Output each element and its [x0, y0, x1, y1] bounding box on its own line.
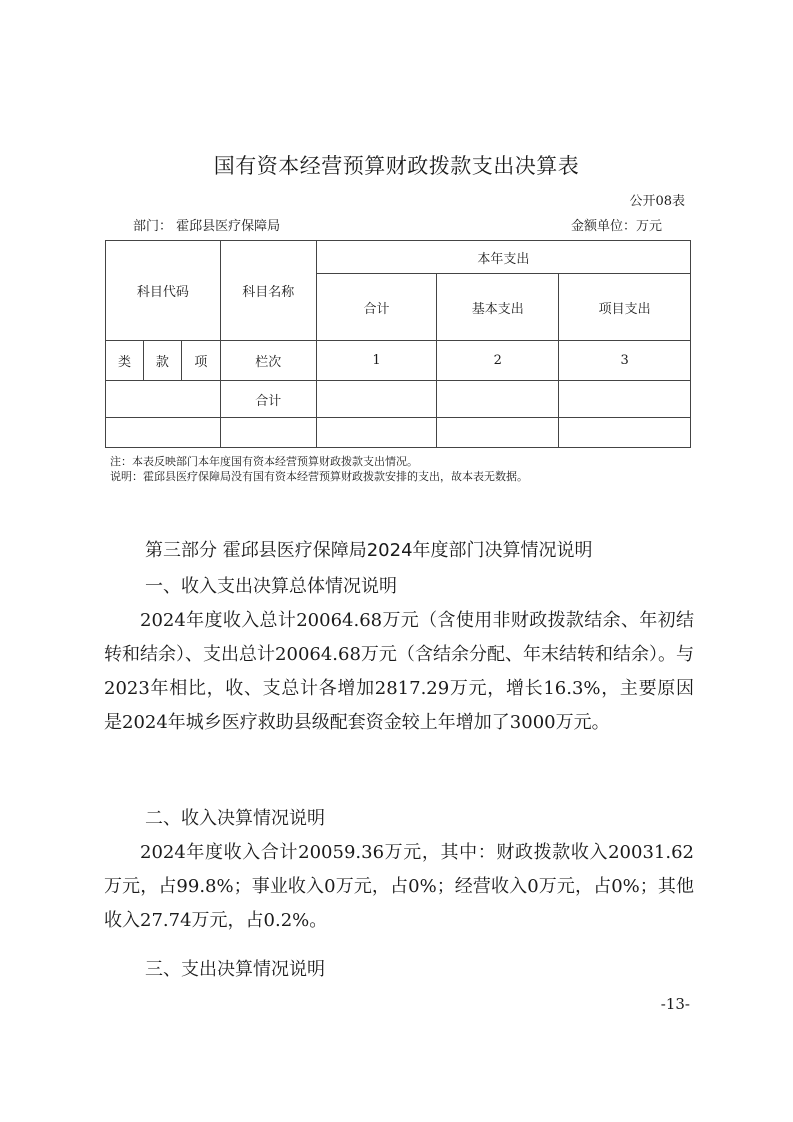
header-section: 款 — [143, 341, 181, 381]
column-number-3: 3 — [559, 341, 691, 381]
row-code-cell — [106, 381, 221, 418]
table-title: 国有资本经营预算财政拨款支出决算表 — [213, 154, 580, 178]
row-code-cell — [106, 418, 221, 448]
row-total-cell — [316, 418, 437, 448]
header-column-index: 栏次 — [220, 341, 316, 381]
table-explanation: 说明：霍邱县医疗保障局没有国有资本经营预算财政拨款安排的支出，故本表无数据。 — [110, 470, 528, 483]
row-project-cell — [559, 381, 691, 418]
header-basic-expense: 基本支出 — [437, 274, 559, 341]
header-subject-code: 科目代码 — [106, 241, 221, 341]
part-heading: 第三部分 霍邱县医疗保障局2024年度部门决算情况说明 — [145, 540, 593, 561]
header-total: 合计 — [316, 274, 437, 341]
row-project-cell — [559, 418, 691, 448]
department-label: 部门： 霍邱县医疗保障局 — [133, 219, 281, 234]
section-paragraph-1 — [104, 604, 694, 740]
row-basic-cell — [437, 418, 559, 448]
section-paragraph-2 — [104, 836, 694, 938]
row-name-cell — [220, 418, 316, 448]
amount-unit-label: 金额单位：万元 — [570, 219, 662, 234]
row-name-cell: 合计 — [220, 381, 316, 418]
paragraph-text: 2024年度收入合计20059.36万元，其中：财政拨款收入20031.62万元，占99.8%；事业收入0万元，占0%；经营收入0万元，占0%；其他收入27.74万元，占0.2%。 — [104, 842, 694, 931]
row-total-cell — [316, 381, 437, 418]
column-number-2: 2 — [437, 341, 559, 381]
section-heading-2: 二、收入决算情况说明 — [145, 808, 325, 829]
row-basic-cell — [437, 381, 559, 418]
section-heading-1: 一、收入支出决算总体情况说明 — [145, 576, 397, 597]
page-number: -13- — [660, 995, 690, 1013]
paragraph-text: 2024年度收入总计20064.68万元（含使用非财政拨款结余、年初结转和结余）、支出总计20064.68万元（含结余分配、年末结转和结余）。与2023年相比，收、支总计各增加2817.29万元，增长16.3%，主要原因是2024年城乡医疗救助县级配套资金较上年增加了3000万元。 — [104, 610, 694, 733]
header-current-year-expense: 本年支出 — [316, 241, 690, 274]
table-number: 公开08表 — [629, 194, 685, 209]
table-notes — [110, 454, 528, 484]
table-note: 注：本表反映部门本年度国有资本经营预算财政拨款支出情况。 — [110, 455, 418, 468]
table-row — [106, 418, 691, 448]
table-row — [106, 381, 691, 418]
column-number-1: 1 — [316, 341, 437, 381]
header-category: 类 — [106, 341, 144, 381]
header-project-expense: 项目支出 — [559, 274, 691, 341]
header-subject-name: 科目名称 — [220, 241, 316, 341]
budget-expense-table — [105, 240, 691, 448]
header-item: 项 — [181, 341, 220, 381]
section-heading-3: 三、支出决算情况说明 — [145, 959, 325, 980]
